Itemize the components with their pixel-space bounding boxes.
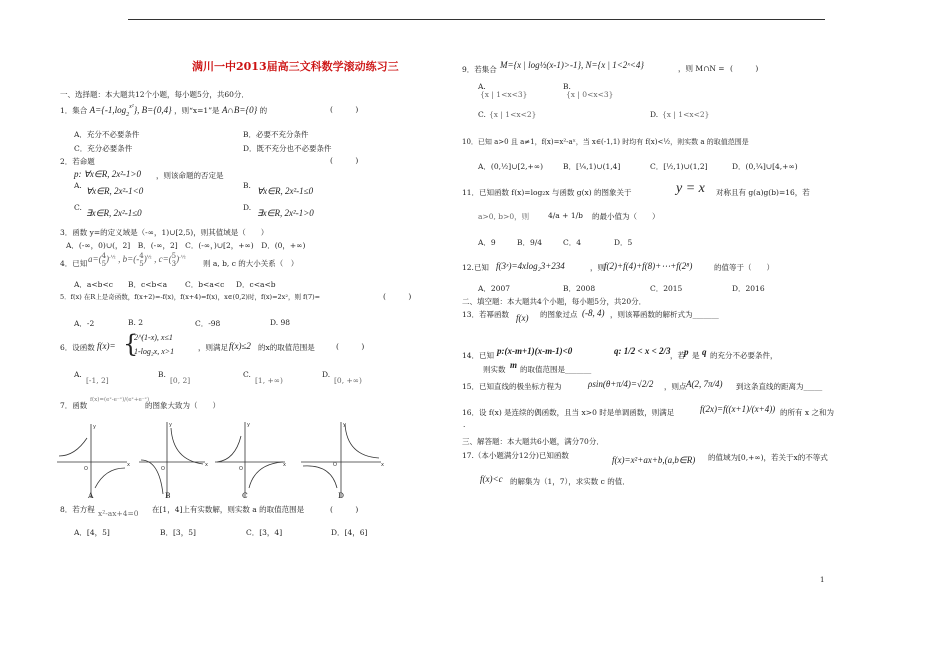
- q1-stem: 1．集合 $A=\{-1,\log_2^{x^2}\}$, B={0,4} ，则“x=1”是 A∩B={0} 的: [60, 104, 268, 118]
- q11-option-d: D．5: [614, 238, 633, 247]
- q12-stem-b: ，则: [590, 263, 605, 272]
- q4-math: a=(4 5)$^{-\frac{1}{2}}$ , b=(-4 5)$^{\frac{1}{2}}$ , c=(5 3)$^{-\frac{1}{2}}$: [88, 252, 186, 268]
- q5-option-b: B. 2: [128, 318, 144, 327]
- q2-option-c: ∃x∈R, 2x²-1≤0: [86, 208, 142, 218]
- q7-graph-d-x: x: [381, 462, 384, 468]
- q9-option-b-label: B.: [563, 82, 571, 91]
- q2-option-a-label: A.: [74, 181, 82, 190]
- q6-option-b: [0, 2]: [170, 376, 191, 385]
- q10-option-d: D．(0,¼]∪[4,+∞): [732, 162, 798, 171]
- q9-stem-b: ，则 M∩N =: [678, 64, 725, 73]
- q16-dot: .: [463, 420, 466, 429]
- q14-stem-f: 的取值范围是_______: [520, 365, 592, 374]
- q15-point: A(2, 7π/4): [686, 379, 723, 389]
- q11-option-a: A．9: [478, 238, 496, 247]
- page-number: 1: [820, 576, 825, 584]
- q10-option-b: B．[¼,1)∪(1,4]: [563, 162, 621, 171]
- q7-graph-a-o: O: [84, 466, 88, 472]
- q7-stem: 7．函数: [60, 401, 88, 410]
- q6-brace: {: [123, 330, 139, 358]
- q14-p: p:(x-m+1)(x-m-1)<0: [497, 346, 573, 356]
- q2-option-b: ∀x∈R, 2x²-1≤0: [257, 186, 314, 196]
- q11-frac: 4/a + 1/b: [548, 211, 583, 220]
- q8-stem-b: 在[1，4]上有实数解，则实数 a 的取值范围是: [152, 505, 305, 514]
- q6-fx: f(x)=: [97, 341, 116, 351]
- q5-option-d: D. 98: [270, 318, 291, 327]
- q12-math: f(3ˣ)=4xlog₂3+234: [496, 261, 565, 271]
- q8-stem: 8．若方程: [60, 505, 95, 514]
- q7-graph-b-x: x: [205, 462, 208, 468]
- q17-stem: 17.（本小题满分12分)已知函数: [462, 451, 569, 460]
- q17-math: f(x)=x²+ax+b,(a,b∈R): [612, 455, 696, 465]
- q15-stem: 15．已知直线的极坐标方程为: [462, 382, 562, 391]
- q6-option-d-label: D.: [322, 370, 331, 379]
- q11-stem-c: a>0, b>0，则: [478, 212, 530, 221]
- q7-graph-d-y: y: [343, 422, 346, 428]
- q4-option-b: B．c<b<a: [128, 280, 168, 289]
- q14-stem: 14．已知: [462, 351, 495, 360]
- q4-stem: 4．已知: [60, 259, 88, 268]
- q1-option-b: B．必要不充分条件: [243, 130, 309, 139]
- q7-stem-b: 的图象大致为（ ）: [145, 401, 220, 410]
- q12-option-b: B．2008: [563, 284, 596, 293]
- q15-stem-b: ，则点: [664, 382, 687, 391]
- q5-stem: 5．f(x) 在R上是奇函数，f(x+2)=-f(x)，f(x+4)=f(x)，x∈(0,2)时，f(x)=2x²，则 f(7)=: [60, 293, 321, 301]
- q6-paren: ( ): [336, 342, 365, 351]
- q6-stem-b: ，则满足: [198, 343, 228, 352]
- q9-option-a: {x | 1<x<3}: [480, 90, 528, 99]
- q6-option-a: [-1, 2]: [86, 376, 109, 385]
- q9-stem: 9．若集合: [462, 65, 497, 74]
- q6-option-c-label: C.: [243, 370, 251, 379]
- q7-label-b: B: [165, 491, 171, 500]
- q12-option-a: A．2007: [478, 284, 511, 293]
- q6-option-b-label: B.: [158, 370, 166, 379]
- q4-stem-b: 则 a, b, c 的大小关系（ ）: [203, 259, 299, 268]
- q5-option-a: A．-2: [74, 319, 95, 328]
- top-rule: [128, 19, 825, 20]
- q9-option-d-label: D.: [650, 110, 659, 119]
- q12-option-c: C．2015: [650, 284, 683, 293]
- q14-stem-e: 则实数: [483, 365, 506, 374]
- q5-paren: ( ): [383, 292, 412, 301]
- q8-option-b: B．[3，5]: [160, 528, 196, 537]
- q2-option-d: ∃x∈R, 2x²-1>0: [257, 208, 314, 218]
- q11-big: y = x: [676, 181, 705, 196]
- q13-stem-b: 的图象过点: [540, 310, 578, 319]
- q10-option-a: A．(0,½]∪[2,+∞): [478, 162, 544, 171]
- q14-q: q: 1/2 < x < 2/3: [614, 346, 671, 356]
- q16-stem-b: 的所有 x 之和为: [780, 408, 834, 417]
- q3-options: A．(-∞，0)∪(，2] B．(-∞，2] C．(-∞，)∪[2，+∞) D．(0，+∞): [66, 241, 306, 250]
- q14-stem-c: 是: [692, 351, 700, 360]
- q11-option-c: C．4: [563, 238, 582, 247]
- q9-option-a-label: A.: [478, 82, 486, 91]
- q6-option-d: [0, +∞): [334, 376, 362, 385]
- q8-option-c: C．[3，4]: [246, 528, 283, 537]
- q13-point: (-8, 4): [582, 308, 605, 318]
- q8-option-d: D．[4，6]: [331, 528, 368, 537]
- q14-q-2: q: [702, 347, 707, 357]
- q12-stem-c: 的值等于（ ）: [714, 263, 774, 272]
- q9-paren: ( ): [730, 64, 759, 73]
- q4-option-d: D．c<a<b: [236, 280, 276, 289]
- q1-option-a: A．充分不必要条件: [74, 130, 140, 139]
- q11-stem: 11．已知函数 f(x)=log₂x 与函数 g(x) 的图象关于: [462, 188, 632, 197]
- q16-math: f(2x)=f((x+1)/(x+4)): [700, 404, 776, 414]
- q14-m: m: [510, 360, 518, 370]
- q9-math: M={x | log½(x-1)>-1}, N={x | 1<2ˣ<4}: [500, 60, 644, 70]
- q4-option-c: C．b<a<c: [185, 280, 225, 289]
- q7-label-a: A: [88, 491, 94, 500]
- q2-option-b-label: B.: [243, 181, 251, 190]
- q7-graph-a-y: y: [93, 424, 96, 430]
- q10-stem: 10．已知 a>0 且 a≠1，f(x)=x²-aˣ，当 x∈(-1,1) 时均有 f(x)<½，则实数 a 的取值范围是: [462, 138, 749, 146]
- page-title: 满川一中2013届高三文科数学滚动练习三: [192, 60, 399, 73]
- q17-stem-b: 的值域为[0,+∞)，若关于x的不等式: [708, 453, 828, 462]
- q6-cond: f(x)≤2: [229, 341, 251, 351]
- q1-option-d: D．既不充分也不必要条件: [243, 144, 332, 153]
- q9-option-b: {x | 0<x<3}: [566, 90, 614, 99]
- q7-graph-c-o: O: [239, 466, 243, 472]
- q8-math: x²-ax+4=0: [98, 509, 139, 518]
- q6-stem-c: 的x的取值范围是: [258, 343, 315, 352]
- q15-math: ρsin(θ+π/4)=√2/2: [588, 379, 654, 389]
- q14-stem-d: 的充分不必要条件，: [710, 351, 778, 360]
- section-2-heading: 二、填空题：本大题共4个小题，每小题5分，共20分．: [462, 297, 647, 306]
- q2-option-d-label: D.: [243, 203, 252, 212]
- q14-p-2: p: [684, 347, 689, 357]
- q7-graph-b-o: O: [161, 466, 165, 472]
- q13-math: f(x): [516, 313, 529, 323]
- section-1-heading: 一、选择题：本大题共12个小题，每小题5分，共60分．: [60, 90, 249, 99]
- q13-stem-c: ，则该幂函数的解析式为_______: [610, 310, 719, 319]
- q11-stem-d: 的最小值为（ ）: [592, 212, 660, 221]
- q7-graph-a-x: x: [127, 462, 130, 468]
- q2-paren: ( ): [330, 156, 359, 165]
- q17-stem-c: 的解集为（1，7），求实数 c 的值．: [510, 477, 630, 486]
- q7-graph-c-y: y: [247, 422, 250, 428]
- q7-graph-b-y: y: [169, 422, 172, 428]
- q17-math-2: f(x)<c: [480, 474, 503, 484]
- q6-option-a-label: A.: [74, 370, 82, 379]
- q7-graph-d-o: O: [333, 462, 337, 468]
- q1-paren: ( ): [330, 105, 359, 114]
- q7-graphs: [55, 418, 395, 500]
- q7-function: f(x)=(eˣ-e⁻ˣ)/(eˣ+e⁻ˣ): [90, 397, 150, 403]
- q12-sum: f(2)+f(4)+f(8)+⋯+f(2⁸): [604, 261, 693, 271]
- q8-paren: ( ): [330, 505, 359, 514]
- q1-option-c: C．充分必要条件: [74, 144, 133, 153]
- q8-option-a: A．[4，5]: [74, 528, 110, 537]
- q9-option-c: {x | 1<x<2}: [489, 110, 537, 119]
- q6-option-c: [1, +∞): [255, 376, 283, 385]
- q15-stem-c: 到这条直线的距离为_____: [736, 382, 823, 391]
- q11-stem-b: 对称且有 g(a)g(b)=16，若: [716, 188, 810, 197]
- q9-option-d: {x | 1<x<2}: [662, 110, 710, 119]
- q7-graph-c-x: x: [283, 462, 286, 468]
- q2-math: p: ∀x∈R, 2x²-1>0: [74, 169, 141, 179]
- q16-stem: 16．设 f(x) 是连续的偶函数，且当 x>0 时是单调函数，则满足: [462, 408, 675, 417]
- q10-option-c: C．[½,1)∪(1,2]: [650, 162, 708, 171]
- q2-option-c-label: C.: [74, 203, 82, 212]
- q13-stem: 13．若幂函数: [462, 310, 510, 319]
- section-3-heading: 三、解答题：本大题共6小题，满分70分．: [462, 437, 604, 446]
- q7-label-d: D: [338, 491, 345, 500]
- q6-case-1: 2^(1-x), x≤1: [134, 333, 173, 342]
- q5-option-c: C．-98: [195, 319, 221, 328]
- q6-stem: 6．设函数: [60, 343, 95, 352]
- q12-stem: 12.已知: [462, 263, 489, 272]
- q12-option-d: D．2016: [732, 284, 765, 293]
- q9-option-c-label: C.: [478, 110, 486, 119]
- q11-option-b: B．9/4: [517, 238, 543, 247]
- q4-option-a: A．a<b<c: [74, 280, 113, 289]
- q7-label-c: C: [242, 491, 248, 500]
- q2-stem-b: ，则该命题的否定是: [156, 171, 224, 180]
- q6-case-2: 1-log₂x, x>1: [134, 347, 175, 356]
- q14-stem-b: ，若: [670, 351, 685, 360]
- q2-option-a: ∀x∈R, 2x²-1<0: [86, 186, 144, 196]
- q2-stem: 2．若命题: [60, 157, 95, 166]
- q3-stem: 3．函数 y=的定义域是（-∞，1)∪[2,5)，则其值域是（ ）: [60, 228, 269, 237]
